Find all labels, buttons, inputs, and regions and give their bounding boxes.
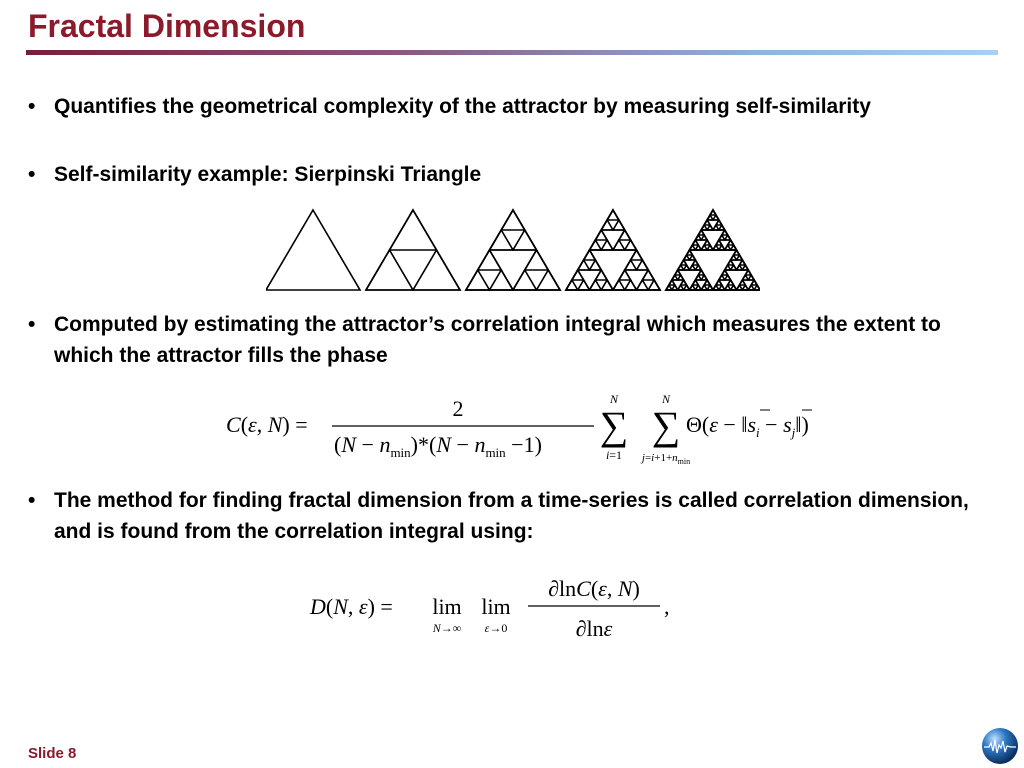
correlation-dimension-equation — [300, 568, 700, 650]
sierpinski-iteration-0 — [266, 210, 360, 290]
sierpinski-iteration-4 — [666, 210, 760, 290]
bullet-text: Quantifies the geometrical complexity of the attractor by measuring self-similarity — [54, 95, 871, 118]
svg-text:∑: ∑ — [599, 403, 629, 448]
bullet-item — [28, 485, 988, 547]
sierpinski-iteration-1 — [366, 210, 460, 290]
svg-text:2: 2 — [452, 396, 464, 421]
sierpinski-iteration-3 — [566, 210, 660, 290]
svg-text:N: N — [609, 392, 619, 406]
svg-text:,: , — [664, 594, 670, 619]
bullet-text: Self-similarity example: Sierpinski Triangle — [54, 163, 482, 186]
svg-text:ε→0: ε→0 — [484, 621, 508, 635]
svg-text:N→∞: N→∞ — [432, 621, 462, 635]
bullet-dot: • — [28, 489, 36, 512]
bullet-item — [28, 91, 988, 122]
svg-text:N: N — [661, 392, 671, 406]
bullet-item — [28, 309, 988, 371]
bullet-item — [28, 159, 988, 190]
correlation-integral-equation — [220, 388, 860, 468]
svg-text:∂lnε: ∂lnε — [575, 616, 613, 641]
bullet-text: Computed by estimating the attractor’s correlation integral which measures the extent to which the attractor fills the phase — [54, 313, 941, 367]
svg-text:D(N, ε) =: D(N, ε) = — [310, 594, 393, 619]
svg-text:j=i+1+nmin: $j=i+1+n_{min}$ — [641, 452, 691, 466]
svg-text:∂lnC(ε, N): ∂lnC(ε, N) — [548, 576, 640, 601]
svg-text:Θ(ε − ‖si − sj‖): $\Theta(\varepsilon - ‖s_i$ − $s_j‖$) — [686, 412, 809, 440]
slide-number: Slide 8 — [28, 745, 77, 762]
sierpinski-triangles-figure — [266, 208, 760, 292]
bullet-text: The method for finding fractal dimension from a time-series is called correlation dimension, and is found from the correlation integral using: — [54, 489, 969, 543]
slide-title: Fractal Dimension — [28, 8, 306, 44]
title-divider — [26, 50, 998, 55]
svg-text:lim: lim — [432, 594, 462, 619]
svg-text:C(ε, N) =: C(ε, N) = — [226, 412, 308, 437]
globe-waveform-icon — [980, 726, 1020, 766]
svg-text:(N − nmin)*(N − nmin −1): $(N - n_{min})*(N - n_{min} -1)$ — [334, 432, 542, 460]
bullet-dot: • — [28, 163, 36, 186]
bullet-dot: • — [28, 95, 36, 118]
bullet-dot: • — [28, 313, 36, 336]
sierpinski-iteration-2 — [466, 210, 560, 290]
svg-text:∑: ∑ — [651, 403, 681, 448]
svg-text:i=1: i=1 — [605, 448, 623, 462]
svg-text:lim: lim — [481, 594, 511, 619]
